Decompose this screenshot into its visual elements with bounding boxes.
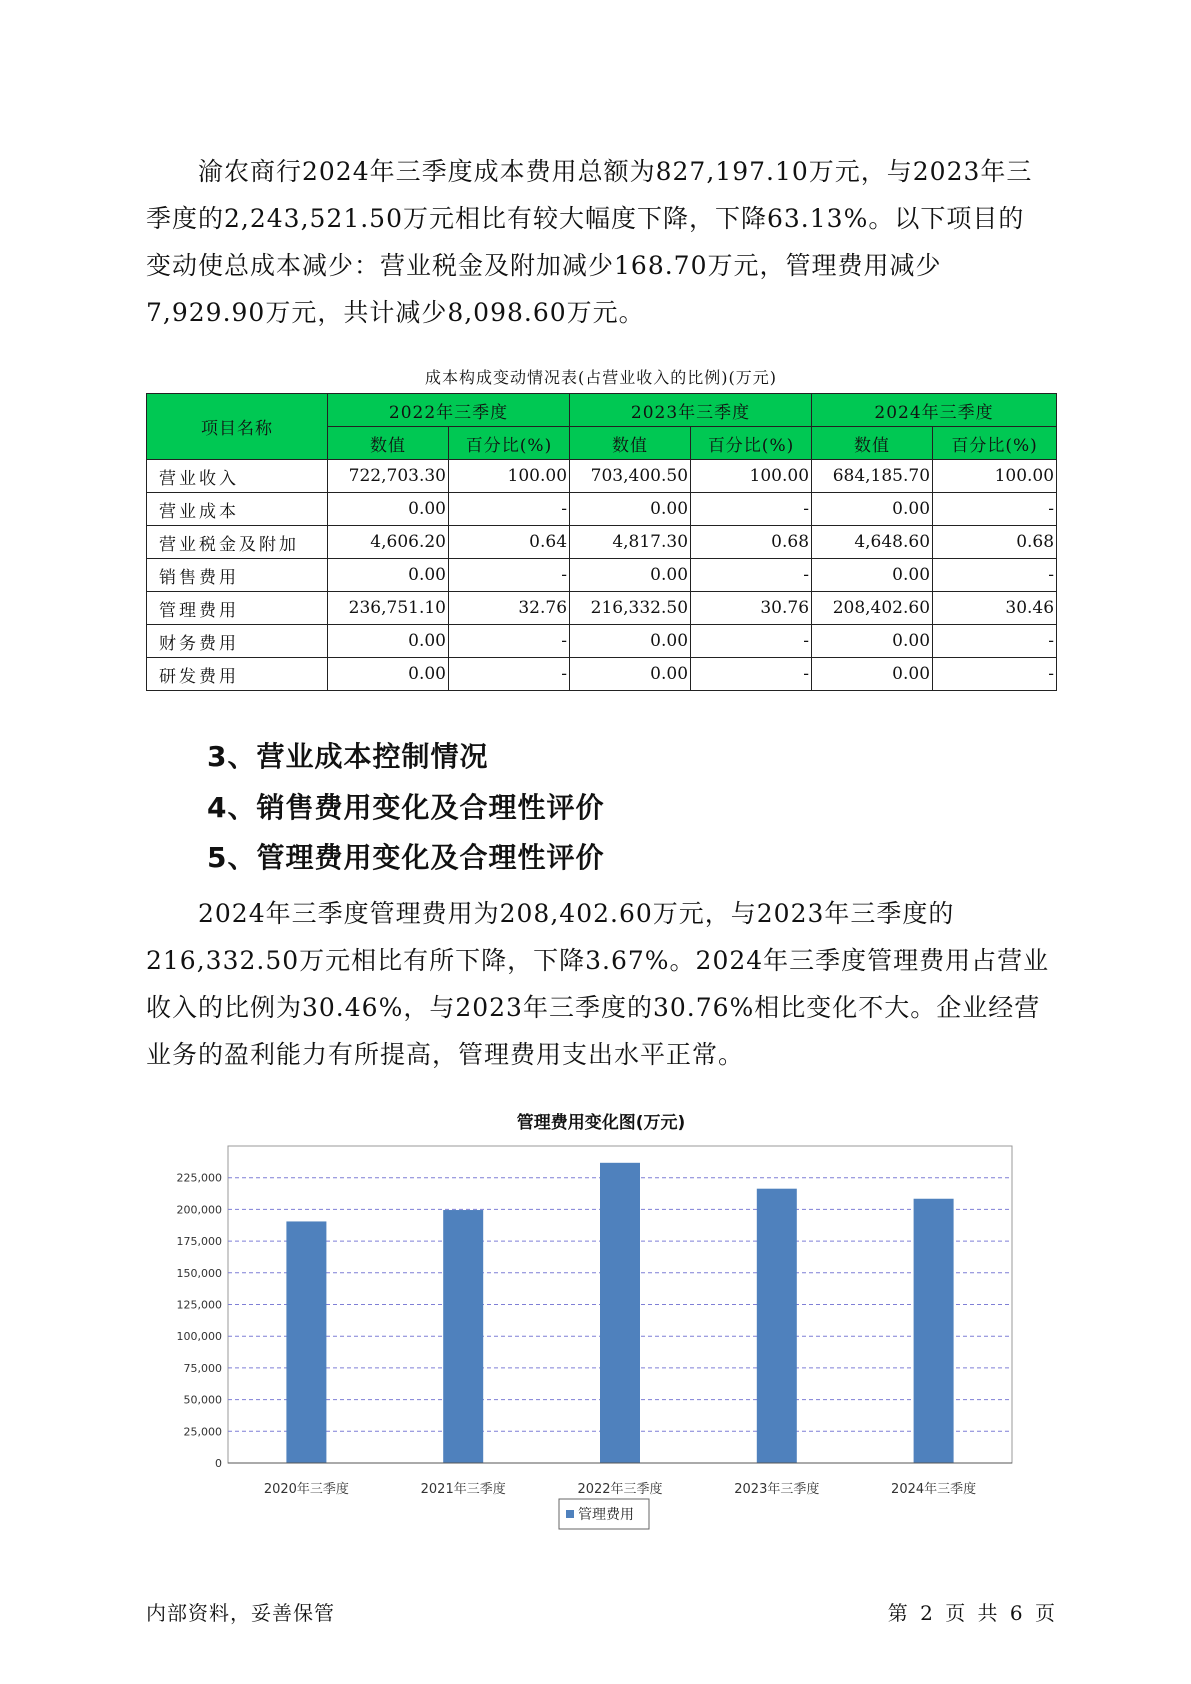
percent-cell: 100.00 bbox=[691, 460, 812, 493]
value-cell: 0.00 bbox=[570, 625, 691, 658]
table-row bbox=[147, 592, 1057, 625]
paragraph-line: 渝农商行2024年三季度成本费用总额为827,197.10万元，与2023年三 bbox=[198, 157, 1033, 186]
y-tick-label: 50,000 bbox=[183, 1393, 222, 1407]
value-cell: 0.00 bbox=[812, 493, 933, 526]
row-item-name: 营业收入 bbox=[147, 460, 328, 493]
percent-cell: - bbox=[933, 658, 1057, 691]
y-tick-label: 100,000 bbox=[176, 1330, 222, 1344]
value-cell: 0.00 bbox=[812, 559, 933, 592]
value-cell: 0.00 bbox=[328, 658, 449, 691]
value-cell: 0.00 bbox=[328, 625, 449, 658]
percent-cell: - bbox=[691, 625, 812, 658]
value-cell: 0.00 bbox=[812, 625, 933, 658]
section-heading-4: 4、销售费用变化及合理性评价 bbox=[207, 791, 605, 824]
x-tick-label: 2021年三季度 bbox=[420, 1482, 506, 1497]
table-row bbox=[147, 526, 1057, 559]
value-cell: 0.00 bbox=[570, 559, 691, 592]
row-item-name: 研发费用 bbox=[147, 658, 328, 691]
bar bbox=[914, 1199, 954, 1463]
y-tick-label: 0 bbox=[215, 1457, 222, 1470]
section-heading-5: 5、管理费用变化及合理性评价 bbox=[207, 841, 605, 874]
chart-title: 管理费用变化图(万元) bbox=[516, 1113, 686, 1133]
table-row bbox=[147, 658, 1057, 691]
footer-page-number: 第 2 页 共 6 页 bbox=[887, 1601, 1056, 1625]
row-item-name: 营业成本 bbox=[147, 493, 328, 526]
percent-header: 百分比(%) bbox=[933, 427, 1057, 460]
percent-cell: 0.68 bbox=[691, 526, 812, 559]
y-tick-label: 225,000 bbox=[176, 1171, 222, 1185]
value-cell: 4,648.60 bbox=[812, 526, 933, 559]
percent-cell: - bbox=[933, 559, 1057, 592]
table-row bbox=[147, 460, 1057, 493]
value-header: 数值 bbox=[328, 427, 449, 460]
table-row bbox=[147, 625, 1057, 658]
period-header: 2022年三季度 bbox=[328, 394, 570, 427]
bar bbox=[443, 1210, 483, 1463]
paragraph-line: 季度的2,243,521.50万元相比有较大幅度下降，下降63.13%。以下项目的 bbox=[146, 204, 1025, 233]
period-header: 2023年三季度 bbox=[570, 394, 812, 427]
legend-swatch bbox=[566, 1510, 574, 1518]
paragraph-line: 216,332.50万元相比有所下降，下降3.67%。2024年三季度管理费用占营业 bbox=[146, 946, 1050, 975]
period-header: 2024年三季度 bbox=[812, 394, 1057, 427]
table-caption: 成本构成变动情况表(占营业收入的比例)(万元) bbox=[425, 368, 777, 387]
percent-cell: - bbox=[449, 625, 570, 658]
percent-cell: 32.76 bbox=[449, 592, 570, 625]
percent-header: 百分比(%) bbox=[691, 427, 812, 460]
percent-cell: 100.00 bbox=[449, 460, 570, 493]
intro-paragraph bbox=[146, 148, 1056, 336]
bar bbox=[757, 1189, 797, 1463]
item-name-header: 项目名称 bbox=[147, 394, 328, 460]
value-cell: 208,402.60 bbox=[812, 592, 933, 625]
value-cell: 0.00 bbox=[328, 493, 449, 526]
x-tick-label: 2022年三季度 bbox=[577, 1482, 663, 1497]
x-tick-label: 2020年三季度 bbox=[263, 1482, 349, 1497]
value-header: 数值 bbox=[570, 427, 691, 460]
percent-cell: - bbox=[933, 625, 1057, 658]
percent-cell: 100.00 bbox=[933, 460, 1057, 493]
x-tick-label: 2023年三季度 bbox=[734, 1482, 820, 1497]
value-cell: 722,703.30 bbox=[328, 460, 449, 493]
y-tick-label: 175,000 bbox=[176, 1235, 222, 1249]
value-cell: 684,185.70 bbox=[812, 460, 933, 493]
row-item-name: 财务费用 bbox=[147, 625, 328, 658]
footer-confidential-note: 内部资料，妥善保管 bbox=[146, 1601, 335, 1625]
y-tick-label: 150,000 bbox=[176, 1266, 222, 1280]
paragraph-line: 变动使总成本减少：营业税金及附加减少168.70万元，管理费用减少 bbox=[146, 251, 942, 280]
bar bbox=[600, 1163, 640, 1463]
percent-cell: 0.68 bbox=[933, 526, 1057, 559]
row-item-name: 营业税金及附加 bbox=[147, 526, 328, 559]
value-cell: 703,400.50 bbox=[570, 460, 691, 493]
percent-cell: - bbox=[449, 559, 570, 592]
admin-expense-bar-chart bbox=[146, 1140, 1056, 1540]
value-cell: 4,817.30 bbox=[570, 526, 691, 559]
value-cell: 236,751.10 bbox=[328, 592, 449, 625]
row-item-name: 管理费用 bbox=[147, 592, 328, 625]
percent-cell: - bbox=[691, 559, 812, 592]
percent-header: 百分比(%) bbox=[449, 427, 570, 460]
percent-cell: - bbox=[933, 493, 1057, 526]
percent-cell: 30.46 bbox=[933, 592, 1057, 625]
paragraph-line: 2024年三季度管理费用为208,402.60万元，与2023年三季度的 bbox=[198, 899, 955, 928]
value-cell: 0.00 bbox=[570, 658, 691, 691]
cost-structure-table bbox=[146, 393, 1057, 691]
section-heading-3: 3、营业成本控制情况 bbox=[207, 740, 489, 773]
value-cell: 216,332.50 bbox=[570, 592, 691, 625]
table-row bbox=[147, 493, 1057, 526]
percent-cell: - bbox=[691, 658, 812, 691]
percent-cell: - bbox=[449, 658, 570, 691]
value-cell: 0.00 bbox=[328, 559, 449, 592]
legend-label: 管理费用 bbox=[578, 1507, 634, 1523]
paragraph-line: 7,929.90万元，共计减少8,098.60万元。 bbox=[146, 298, 645, 327]
x-tick-label: 2024年三季度 bbox=[891, 1482, 977, 1497]
value-cell: 0.00 bbox=[812, 658, 933, 691]
paragraph-line: 收入的比例为30.46%，与2023年三季度的30.76%相比变化不大。企业经营 bbox=[146, 993, 1041, 1022]
percent-cell: 30.76 bbox=[691, 592, 812, 625]
y-tick-label: 200,000 bbox=[176, 1203, 222, 1217]
table-row bbox=[147, 559, 1057, 592]
y-tick-label: 25,000 bbox=[183, 1425, 222, 1439]
bar bbox=[286, 1221, 326, 1463]
value-cell: 0.00 bbox=[570, 493, 691, 526]
y-tick-label: 75,000 bbox=[183, 1361, 222, 1375]
paragraph-line: 业务的盈利能力有所提高，管理费用支出水平正常。 bbox=[146, 1040, 745, 1069]
value-header: 数值 bbox=[812, 427, 933, 460]
percent-cell: - bbox=[691, 493, 812, 526]
value-cell: 4,606.20 bbox=[328, 526, 449, 559]
y-tick-label: 125,000 bbox=[176, 1298, 222, 1312]
percent-cell: - bbox=[449, 493, 570, 526]
admin-expense-paragraph bbox=[146, 890, 1056, 1078]
row-item-name: 销售费用 bbox=[147, 559, 328, 592]
percent-cell: 0.64 bbox=[449, 526, 570, 559]
